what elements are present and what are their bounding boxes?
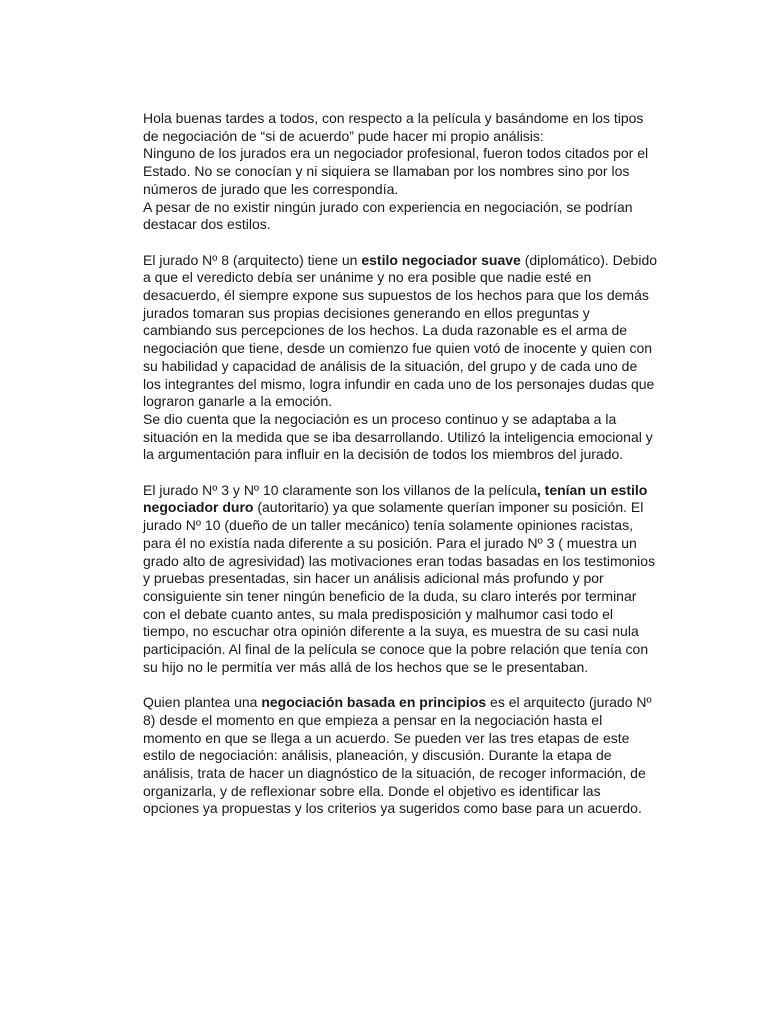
text-segment: números de jurado que les correspondía.	[143, 180, 399, 197]
text-line	[143, 145, 703, 163]
text-segment: El jurado Nº 8 (arquitecto) tiene un	[143, 251, 362, 268]
text-line	[143, 730, 703, 748]
text-line	[143, 499, 703, 517]
text-line	[143, 128, 703, 146]
text-segment: de negociación de “si de acuerdo” pude hacer mi propio análisis:	[143, 127, 544, 144]
document-body	[143, 110, 703, 836]
text-line	[143, 216, 703, 234]
text-line	[143, 305, 703, 323]
text-line	[143, 322, 703, 340]
text-line	[143, 429, 703, 447]
text-line	[143, 783, 703, 801]
text-segment: organizarla, y de reflexionar sobre ella. Donde el objetivo es identificar las	[143, 782, 601, 799]
text-segment: su hijo no le permitía ver más allá de los hechos que se le presentaban.	[143, 658, 589, 675]
text-segment: es el arquitecto (jurado Nº	[486, 694, 652, 711]
text-segment: a que el veredicto debía ser unánime y no era posible que nadie esté en	[143, 269, 592, 286]
text-segment: jurados tomaran sus propias decisiones generando en ellos preguntas y	[143, 304, 590, 321]
text-line	[143, 517, 703, 535]
text-line	[143, 535, 703, 553]
text-segment: participación. Al final de la película se conoce que la pobre relación que tenía con	[143, 641, 649, 658]
text-segment: (diplomático). Debido	[520, 251, 658, 268]
text-segment: A pesar de no existir ningún jurado con experiencia en negociación, se podrían	[143, 198, 633, 215]
text-segment: (autoritario) ya que solamente querían imponer su posición. El	[253, 499, 644, 516]
bold-text: , tenían un estilo	[536, 481, 648, 498]
text-line	[143, 623, 703, 641]
text-segment: 8) desde el momento en que empieza a pensar en la negociación hasta el	[143, 711, 603, 728]
text-segment: Se dio cuenta que la negociación es un proceso continuo y se adaptaba a la	[143, 410, 617, 427]
text-segment: lograron ganarle a la emoción.	[143, 393, 333, 410]
text-line	[143, 800, 703, 818]
text-segment: momento en que se llega a un acuerdo. Se pueden ver las tres etapas de este	[143, 729, 630, 746]
text-segment: Quien plantea una	[143, 694, 262, 711]
text-segment: y pruebas presentadas, sin hacer un análisis adicional más profundo y por	[143, 570, 604, 587]
text-line	[143, 553, 703, 571]
text-line	[143, 694, 703, 712]
text-segment: negociación que tiene, desde un comienzo fue quien votó de inocente y quien con	[143, 340, 653, 357]
paragraph-2	[143, 252, 703, 464]
paragraph-3	[143, 482, 703, 677]
text-segment: su habilidad y capacidad de análisis de la situación, del grupo y de cada uno de	[143, 357, 638, 374]
text-segment: cambiando sus percepciones de los hechos. La duda razonable es el arma de	[143, 322, 628, 339]
text-segment: opciones ya propuestas y los criterios ya sugeridos como base para un acuerdo.	[143, 800, 642, 817]
text-segment: la argumentación para influir en la decisión de todos los miembros del jurado.	[143, 446, 624, 463]
text-line	[143, 252, 703, 270]
bold-text: negociador duro	[143, 499, 254, 516]
bold-text: estilo negociador suave	[361, 251, 521, 268]
text-segment: Estado. No se conocían y ni siquiera se llamaban por los nombres sino por los	[143, 163, 630, 180]
text-line	[143, 641, 703, 659]
bold-text: negociación basada en principios	[261, 694, 487, 711]
text-line	[143, 712, 703, 730]
paragraph-4	[143, 694, 703, 818]
text-line	[143, 199, 703, 217]
paragraph-1	[143, 110, 703, 234]
text-line	[143, 393, 703, 411]
text-line	[143, 287, 703, 305]
text-line	[143, 765, 703, 783]
text-line	[143, 588, 703, 606]
text-line	[143, 269, 703, 287]
text-segment: análisis, trata de hacer un diagnóstico de la situación, de recoger información, de	[143, 764, 646, 781]
text-line	[143, 482, 703, 500]
text-segment: Hola buenas tardes a todos, con respecto a la película y basándome en los tipos	[143, 110, 644, 126]
text-segment: para él no existía nada diferente a su posición. Para el jurado Nº 3 ( muestra un	[143, 534, 637, 551]
text-line	[143, 376, 703, 394]
text-segment: situación en la medida que se iba desarrollando. Utilizó la inteligencia emocional y	[143, 428, 653, 445]
text-line	[143, 110, 703, 128]
text-line	[143, 570, 703, 588]
text-segment: jurado Nº 10 (dueño de un taller mecánico) tenía solamente opiniones racistas,	[143, 517, 633, 534]
text-segment: con el debate cuanto antes, su mala predisposición y malhumor casi todo el	[143, 605, 614, 622]
text-line	[143, 659, 703, 677]
text-segment: los integrantes del mismo, logra infundir en cada uno de los personajes dudas que	[143, 375, 655, 392]
text-line	[143, 606, 703, 624]
text-line	[143, 163, 703, 181]
text-line	[143, 747, 703, 765]
text-segment: destacar dos estilos.	[143, 216, 271, 233]
text-segment: grado alto de agresividad) las motivaciones eran todas basadas en los testimonios	[143, 552, 656, 569]
text-segment: tiempo, no escuchar otra opinión diferente a la suya, es muestra de su casi nula	[143, 623, 639, 640]
text-line	[143, 340, 703, 358]
text-line	[143, 446, 703, 464]
text-segment: consiguiente sin tener ningún beneficio de la duda, su claro interés por terminar	[143, 587, 637, 604]
text-segment: El jurado Nº 3 y Nº 10 claramente son los villanos de la película	[143, 481, 537, 498]
text-segment: Ninguno de los jurados era un negociador profesional, fueron todos citados por el	[143, 145, 649, 162]
text-line	[143, 181, 703, 199]
text-line	[143, 358, 703, 376]
text-segment: estilo de negociación: análisis, planeación, y discusión. Durante la etapa de	[143, 747, 612, 764]
text-line	[143, 411, 703, 429]
text-segment: desacuerdo, él siempre expone sus supuestos de los hechos para que los demás	[143, 287, 649, 304]
